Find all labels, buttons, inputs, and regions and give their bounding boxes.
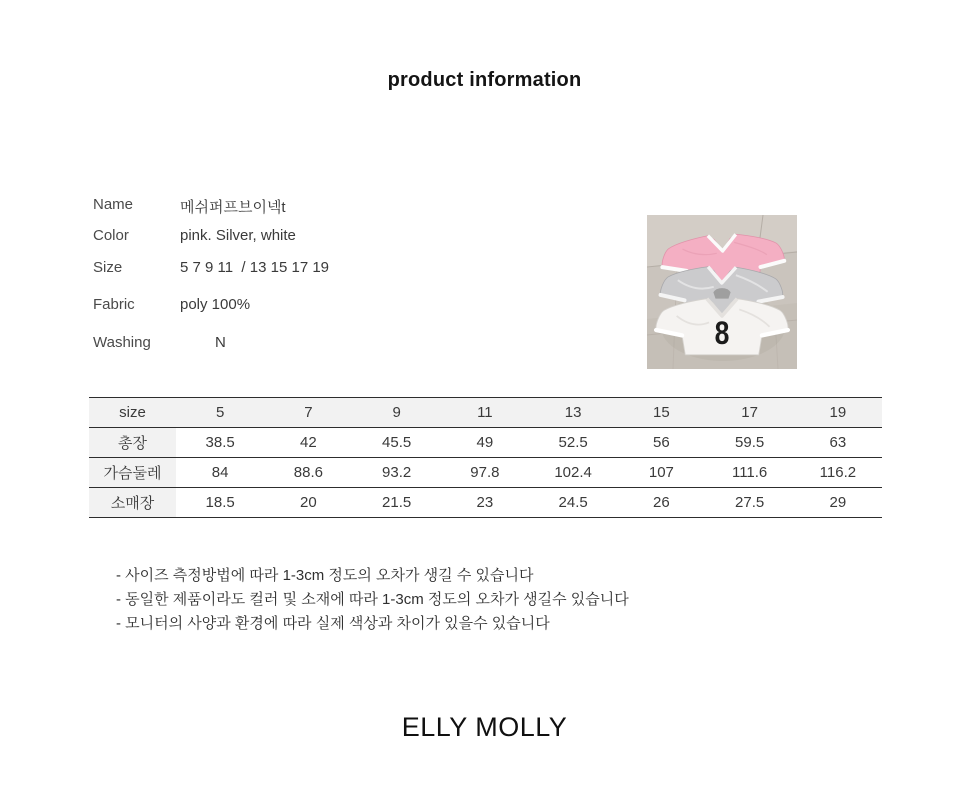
detail-label-fabric: Fabric bbox=[93, 296, 135, 313]
note-line: - 사이즈 측정방법에 따라 1-3cm 정도의 오차가 생길 수 있습니다 bbox=[116, 567, 534, 584]
size-table-header-cell: 11 bbox=[441, 398, 529, 428]
size-table-header-cell: 15 bbox=[617, 398, 705, 428]
detail-label-size: Size bbox=[93, 259, 123, 276]
size-table-header-row bbox=[89, 398, 882, 428]
detail-label-color: Color bbox=[93, 227, 129, 244]
table-cell: 116.2 bbox=[819, 464, 857, 481]
table-cell: 20 bbox=[300, 494, 317, 511]
detail-value-name: 메쉬퍼프브이넥t bbox=[180, 199, 286, 216]
table-cell: 23 bbox=[476, 494, 494, 511]
detail-label-washing: Washing bbox=[93, 334, 151, 351]
table-cell: 97.8 bbox=[470, 464, 500, 481]
detail-value-size: 5 7 9 11 / 13 15 17 19 bbox=[180, 259, 330, 276]
table-cell: 84 bbox=[211, 464, 229, 481]
table-cell: 29 bbox=[829, 494, 847, 511]
table-cell: 27.5 bbox=[735, 494, 765, 511]
note-line: - 모니터의 사양과 환경에 따라 실제 색상과 차이가 있을수 있습니다 bbox=[116, 615, 550, 632]
detail-value-fabric: poly 100% bbox=[180, 296, 251, 313]
table-cell: 21.5 bbox=[382, 494, 412, 511]
table-cell: 24.5 bbox=[558, 494, 588, 511]
table-cell: 111.6 bbox=[731, 464, 768, 481]
table-cell: 88.6 bbox=[293, 464, 323, 481]
row-label: 총장 bbox=[89, 428, 176, 458]
size-table-row-sleeve bbox=[89, 488, 882, 518]
table-cell: 18.5 bbox=[205, 494, 235, 511]
table-cell: 45.5 bbox=[382, 434, 412, 451]
table-cell: 42 bbox=[300, 434, 317, 451]
row-label: 소매장 bbox=[89, 488, 176, 518]
jersey-number: 8 bbox=[714, 315, 730, 352]
size-table-header-cell: 17 bbox=[706, 398, 794, 428]
size-table-header-cell: 9 bbox=[353, 398, 441, 428]
size-notes bbox=[116, 564, 629, 636]
note-line: - 동일한 제품이라도 컬러 및 소재에 따라 1-3cm 정도의 오차가 생길수 있습니다 bbox=[116, 591, 629, 608]
size-table-header-cell: 7 bbox=[264, 398, 352, 428]
row-label: 가슴둘레 bbox=[89, 458, 176, 488]
table-cell: 59.5 bbox=[735, 434, 765, 451]
size-table bbox=[89, 397, 882, 518]
jerseys-photo-illustration bbox=[647, 215, 797, 369]
table-cell: 38.5 bbox=[205, 434, 235, 451]
table-cell: 93.2 bbox=[382, 464, 412, 481]
size-table-header-cell: 5 bbox=[176, 398, 264, 428]
brand-name: ELLY MOLLY bbox=[401, 712, 568, 742]
table-cell: 26 bbox=[653, 494, 670, 511]
size-table-header-cell: 13 bbox=[529, 398, 617, 428]
detail-label-name: Name bbox=[93, 196, 134, 213]
table-cell: 102.4 bbox=[554, 464, 592, 481]
size-table-row-total-length bbox=[89, 428, 882, 458]
size-table-header-cell: 19 bbox=[794, 398, 882, 428]
table-cell: 63 bbox=[829, 434, 847, 451]
table-cell: 56 bbox=[653, 434, 670, 451]
product-image bbox=[647, 215, 797, 369]
detail-value-color: pink. Silver, white bbox=[180, 227, 296, 244]
size-table-header-cell: size bbox=[89, 398, 176, 428]
table-cell: 107 bbox=[648, 464, 674, 481]
detail-value-washing: N bbox=[215, 334, 226, 351]
table-cell: 49 bbox=[476, 434, 494, 451]
size-table-row-chest bbox=[89, 458, 882, 488]
table-cell: 52.5 bbox=[558, 434, 588, 451]
page-title: product information bbox=[387, 69, 582, 91]
